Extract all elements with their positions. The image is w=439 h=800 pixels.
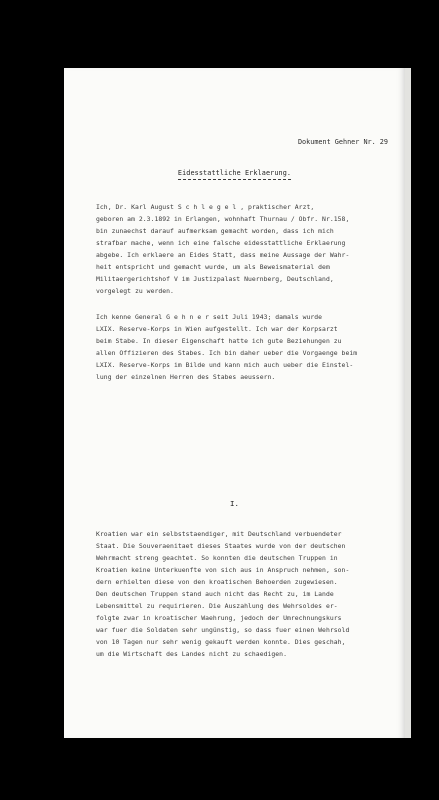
paragraph-3-line: dern erhielten diese von den kroatischen Behoerden zugewiesen. — [96, 578, 338, 586]
paragraph-1-line: vorgelegt zu werden. — [96, 287, 174, 295]
paragraph-3-line: Lebensmittel zu requirieren. Die Auszahlung des Wehrsoldes er- — [96, 602, 338, 610]
paragraph-2-line: LXIX. Reserve-Korps in Wien aufgestellt. Ich war der Korpsarzt — [96, 325, 338, 333]
paragraph-2-line: Ich kenne General G e h n e r seit Juli 1943; damals wurde — [96, 313, 323, 321]
paragraph-2-line: allen Offizieren des Stabes. Ich bin daher ueber die Vorgaenge beim — [96, 349, 358, 357]
paragraph-3-line: war fuer die Soldaten sehr ungünstig, so dass fuer einen Wehrsold — [96, 626, 350, 634]
paragraph-1-line: Ich, Dr. Karl August S c h l e g e l , praktischer Arzt, — [96, 203, 315, 211]
paragraph-3-line: Den deutschen Truppen stand auch nicht das Recht zu, im Lande — [96, 590, 334, 598]
paragraph-3-line: Kroatien war ein selbststaendiger, mit Deutschland verbuendeter — [96, 530, 342, 538]
section-number: I. — [230, 499, 239, 508]
paragraph-3-line: Kroatien keine Unterkuenfte von sich aus in Anspruch nehmen, son- — [96, 566, 350, 574]
paragraph-1-line: bin zunaechst darauf aufmerksam gemacht worden, dass ich mich — [96, 227, 334, 235]
paragraph-3-line: folgte zwar in kroatischer Waehrung, jedoch der Umrechnungskurs — [96, 614, 342, 622]
paragraph-2-line: beim Stabe. In dieser Eigenschaft hatte ich gute Beziehungen zu — [96, 337, 342, 345]
paragraph-1-line: geboren am 2.3.1892 in Erlangen, wohnhaft Thurnau / Obfr. Nr.158, — [96, 215, 350, 223]
document-title-text: Eidesstattliche Erklaerung. — [178, 169, 291, 180]
paragraph-1-line: strafbar mache, wenn ich eine falsche eidesstattliche Erklaerung — [96, 239, 346, 247]
page-edge-shadow — [405, 68, 411, 738]
document-title — [64, 169, 405, 177]
paragraph-2-line: LXIX. Reserve-Korps im Bilde und kann mich auch ueber die Einstel- — [96, 361, 354, 369]
paragraph-3-line: um die Wirtschaft des Landes nicht zu schaedigen. — [96, 650, 287, 658]
paragraph-3-line: Staat. Die Souveraenitaet dieses Staates wurde von der deutschen — [96, 542, 346, 550]
document-reference: Dokument Gehner Nr. 29 — [297, 138, 388, 146]
paragraph-1-line: abgebe. Ich erklaere an Eides Statt, dass meine Aussage der Wahr- — [96, 251, 350, 259]
paragraph-3-line: Wehrmacht streng geachtet. So konnten die deutschen Truppen in — [96, 554, 338, 562]
paragraph-3-line: von 10 Tagen nur sehr wenig gekauft werden konnte. Dies geschah, — [96, 638, 346, 646]
paragraph-1-line: heit entspricht und gemacht wurde, um als Beweismaterial dem — [96, 263, 330, 271]
paragraph-2-line: lung der einzelnen Herren des Stabes aeussern. — [96, 373, 276, 381]
paragraph-1-line: Militaergerichtshof V im Justizpalast Nuernberg, Deutschland, — [96, 275, 334, 283]
document-page — [64, 68, 405, 738]
